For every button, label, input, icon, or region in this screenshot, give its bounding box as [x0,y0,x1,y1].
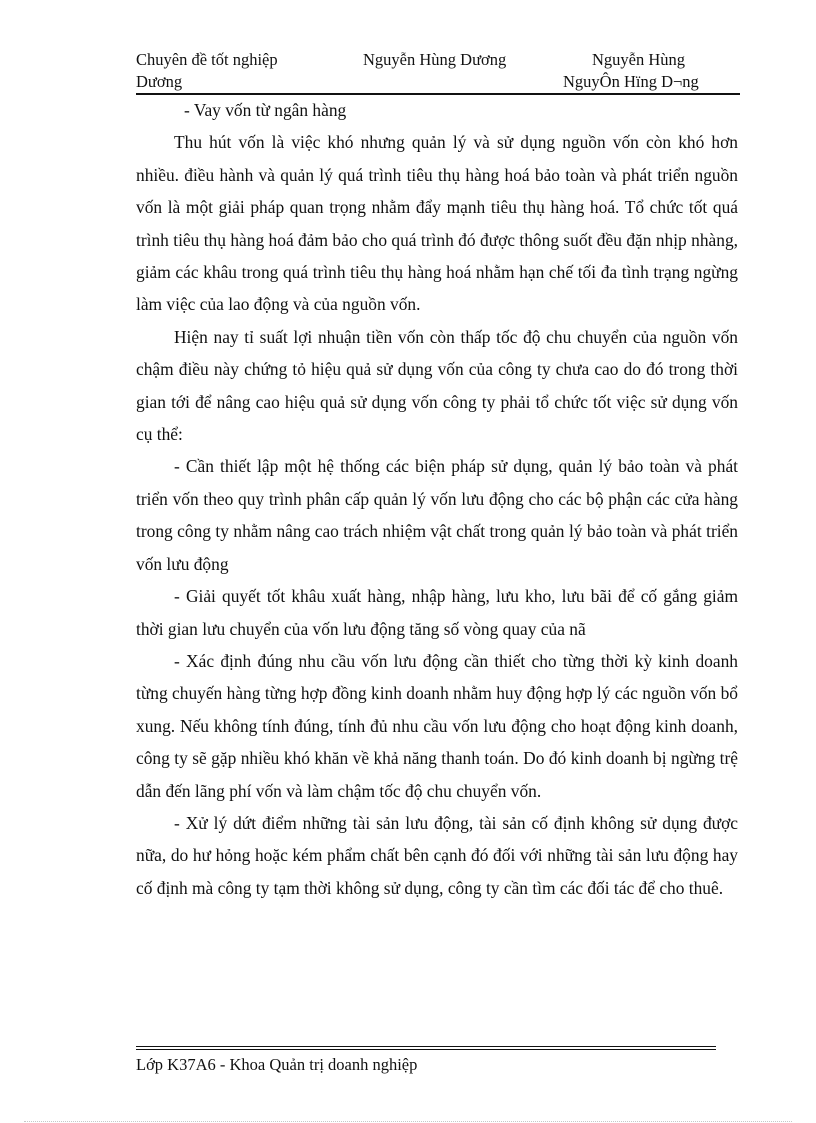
header-left-line2: Dương [136,72,183,91]
footer-rule-bottom [136,1049,716,1050]
header-right-line1: Nguyễn Hùng [592,50,686,69]
header-left-line1: Chuyên đề tốt nghiệp [136,50,278,69]
paragraph-7: - Xử lý dứt điểm những tài sản lưu động, tài sản cố định không sử dụng được nữa, do hư hỏng hoặc kém phẩm chất bên cạnh đó đối với những tài sản lưu động hay cố định mà công ty tạm thời không sử dụng, công ty cần tìm các đối tác để cho thuê. [136,812,738,898]
paragraph-1: - Vay vốn từ ngân hàng [184,100,347,120]
paragraph-6: - Xác định đúng nhu cầu vốn lưu động cần thiết cho từng thời kỳ kinh doanh từng chuyến hàng từng hợp đồng kinh doanh nhằm huy động hợp lý các nguồn vốn bổ xung. Nếu không tính đúng, tính đủ nhu cầu vốn lưu động cho hoạt động kinh doanh, công ty sẽ gặp nhiều khó khăn về khả năng thanh toán. Do đó kinh doanh bị ngừng trệ dẫn đến lãng phí vốn và làm chậm tốc độ chu chuyển vốn. [136,650,738,801]
paragraph-2: Thu hút vốn là việc khó nhưng quản lý và sử dụng nguồn vốn còn khó hơn nhiều. điều hành và quản lý quá trình tiêu thụ hàng hoá bảo toàn và phát triển nguồn vốn là một giải pháp quan trọng nhằm đẩy mạnh tiêu thụ hàng hoá. Tổ chức tốt quá trình tiêu thụ hàng hoá đảm bảo cho quá trình đó được thông suốt đều đặn nhịp nhàng, giảm các khâu trong quá trình tiêu thụ hàng hoá nhằm hạn chế tối đa tình trạng ngừng làm việc của lao động và của nguồn vốn. [136,132,738,315]
page-footer: Lớp K37A6 - Khoa Quản trị doanh nghiệp [136,1055,418,1074]
header-center: Nguyễn Hùng Dương [363,50,507,69]
paragraph-5: - Giải quyết tốt khâu xuất hàng, nhập hàng, lưu kho, lưu bãi để cố gắng giảm thời gian lưu chuyển của vốn lưu động tăng số vòng quay của nã [136,586,738,639]
header-right-line2: NguyÔn Hïng D¬ng [563,72,699,91]
page-header [136,49,740,95]
page-bottom-edge [24,1121,792,1122]
footer-rule-top [136,1046,716,1047]
paragraph-4: - Cần thiết lập một hệ thống các biện pháp sử dụng, quản lý bảo toàn và phát triển vốn theo quy trình phân cấp quản lý vốn lưu động cho các bộ phận các cửa hàng trong công ty nhằm nâng cao trách nhiệm vật chất trong quản lý bảo toàn và phát triển vốn lưu động [136,456,738,574]
body-text [136,94,738,904]
paragraph-3: Hiện nay tỉ suất lợi nhuận tiền vốn còn thấp tốc độ chu chuyển của nguồn vốn chậm điều này chứng tỏ hiệu quả sử dụng vốn của công ty chưa cao do đó trong thời gian tới để nâng cao hiệu quả sử dụng vốn công ty phải tổ chức tốt việc sử dụng vốn cụ thể: [136,326,738,445]
